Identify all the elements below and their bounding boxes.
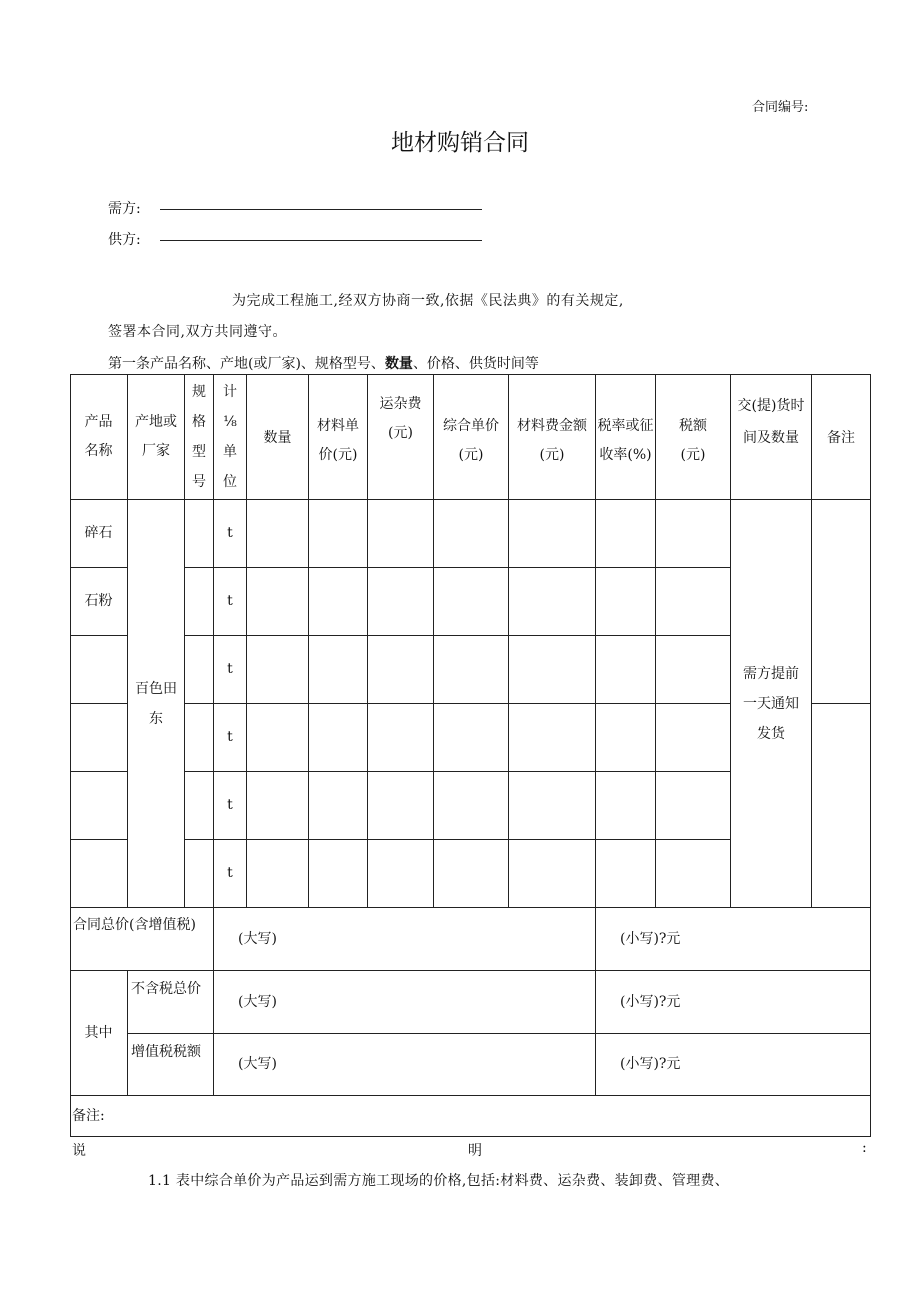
row1-tax-rate	[596, 500, 656, 568]
row3-spec	[185, 636, 214, 704]
row4-name	[70, 704, 128, 772]
row3-unit-price	[434, 636, 509, 704]
row2-unit: t	[214, 568, 247, 636]
header-freight: 运杂费(元)	[368, 374, 434, 500]
header-tax-amount: 税额(元)	[656, 374, 731, 500]
row4-quantity	[247, 704, 309, 772]
header-material-amount: 材料费金额(元)	[509, 374, 596, 500]
row3-name	[70, 636, 128, 704]
row6-material-price	[309, 840, 368, 908]
origin-merged-cell: 百色田东	[128, 500, 185, 908]
row3-tax-amount	[656, 636, 731, 704]
of-which-cell: 其中	[70, 971, 128, 1096]
header-product-name: 产品名称	[70, 374, 128, 500]
pretax-figures-cell: (小写)?元	[596, 971, 871, 1034]
row4-spec	[185, 704, 214, 772]
total-label-cell: 合同总价(含增值税)	[70, 908, 214, 971]
row3-freight	[368, 636, 434, 704]
row5-material-price	[309, 772, 368, 840]
row6-unit-price	[434, 840, 509, 908]
notes-colon: :	[862, 1140, 867, 1156]
row2-unit-price	[434, 568, 509, 636]
vat-words-cell: (大写)	[214, 1034, 596, 1096]
row1-quantity	[247, 500, 309, 568]
total-words-cell: (大写)	[214, 908, 596, 971]
row2-material-price	[309, 568, 368, 636]
row5-unit-price	[434, 772, 509, 840]
article-1-text-b: 、价格、供货时间等	[412, 356, 539, 372]
row3-tax-rate	[596, 636, 656, 704]
row3-material-amount	[509, 636, 596, 704]
buyer-blank	[160, 209, 482, 210]
page-title: 地材购销合同	[391, 130, 529, 156]
pretax-words-cell: (大写)	[214, 971, 596, 1034]
pretax-label-cell: 不含税总价	[128, 971, 214, 1034]
row4-material-price	[309, 704, 368, 772]
contract-number-label: 合同编号:	[752, 100, 809, 115]
row6-freight	[368, 840, 434, 908]
row4-unit-price	[434, 704, 509, 772]
header-remarks: 备注	[812, 374, 871, 500]
row2-quantity	[247, 568, 309, 636]
row1-name: 碎石	[70, 500, 128, 568]
row5-tax-amount	[656, 772, 731, 840]
header-delivery: 交(提)货时间及数量	[731, 374, 812, 500]
row2-name: 石粉	[70, 568, 128, 636]
header-unit: 计⅛单位	[214, 374, 247, 500]
row2-tax-rate	[596, 568, 656, 636]
article-1-text-bold: 数量	[384, 356, 413, 372]
seller-line	[108, 229, 158, 249]
row2-tax-amount	[656, 568, 731, 636]
row6-spec	[185, 840, 214, 908]
row5-spec	[185, 772, 214, 840]
row3-material-price	[309, 636, 368, 704]
row5-quantity	[247, 772, 309, 840]
seller-label: 供方:	[108, 232, 141, 248]
row3-quantity	[247, 636, 309, 704]
row1-material-price	[309, 500, 368, 568]
row6-tax-rate	[596, 840, 656, 908]
row2-spec	[185, 568, 214, 636]
notes-word-1: 说	[72, 1143, 86, 1159]
row6-unit: t	[214, 840, 247, 908]
header-material-price: 材料单价(元)	[309, 374, 368, 500]
seller-blank	[160, 240, 482, 241]
row1-spec	[185, 500, 214, 568]
remarks-cell-top	[812, 500, 871, 704]
row5-tax-rate	[596, 772, 656, 840]
note-item-1-1: 1.1 表中综合单价为产品运到需方施工现场的价格,包括:材料费、运杂费、装卸费、管理费、	[148, 1173, 730, 1189]
vat-figures-cell: (小写)?元	[596, 1034, 871, 1096]
row4-material-amount	[509, 704, 596, 772]
buyer-label: 需方:	[108, 201, 141, 217]
row4-tax-rate	[596, 704, 656, 772]
article-1-heading	[108, 353, 539, 373]
row5-freight	[368, 772, 434, 840]
row1-material-amount	[509, 500, 596, 568]
intro-paragraph-line2: 签署本合同,双方共同遵守。	[108, 324, 287, 340]
article-1-text-a: 第一条产品名称、产地(或厂家)、规格型号、	[108, 356, 385, 372]
header-spec: 规格型号	[185, 374, 214, 500]
row6-material-amount	[509, 840, 596, 908]
row3-unit: t	[214, 636, 247, 704]
header-tax-rate: 税率或征收率(%)	[596, 374, 656, 500]
table-remarks-cell: 备注:	[70, 1096, 871, 1137]
row5-unit: t	[214, 772, 247, 840]
vat-label-cell: 增值税税额	[128, 1034, 214, 1096]
notes-word-2: 明	[468, 1143, 482, 1159]
header-origin: 产地或厂家	[128, 374, 185, 500]
total-figures-cell: (小写)?元	[596, 908, 871, 971]
intro-paragraph-line1: 为完成工程施工,经双方协商一致,依据《民法典》的有关规定,	[232, 293, 624, 309]
row1-unit-price	[434, 500, 509, 568]
row1-unit: t	[214, 500, 247, 568]
delivery-merged-cell: 需方提前一天通知发货	[731, 500, 812, 908]
row2-material-amount	[509, 568, 596, 636]
remarks-cell-bottom	[812, 704, 871, 908]
header-quantity: 数量	[247, 374, 309, 500]
row5-material-amount	[509, 772, 596, 840]
row6-quantity	[247, 840, 309, 908]
buyer-line	[108, 198, 158, 218]
row4-freight	[368, 704, 434, 772]
row4-tax-amount	[656, 704, 731, 772]
row1-tax-amount	[656, 500, 731, 568]
header-unit-price: 综合单价(元)	[434, 374, 509, 500]
row5-name	[70, 772, 128, 840]
row4-unit: t	[214, 704, 247, 772]
row6-name	[70, 840, 128, 908]
row6-tax-amount	[656, 840, 731, 908]
row1-freight	[368, 500, 434, 568]
row2-freight	[368, 568, 434, 636]
